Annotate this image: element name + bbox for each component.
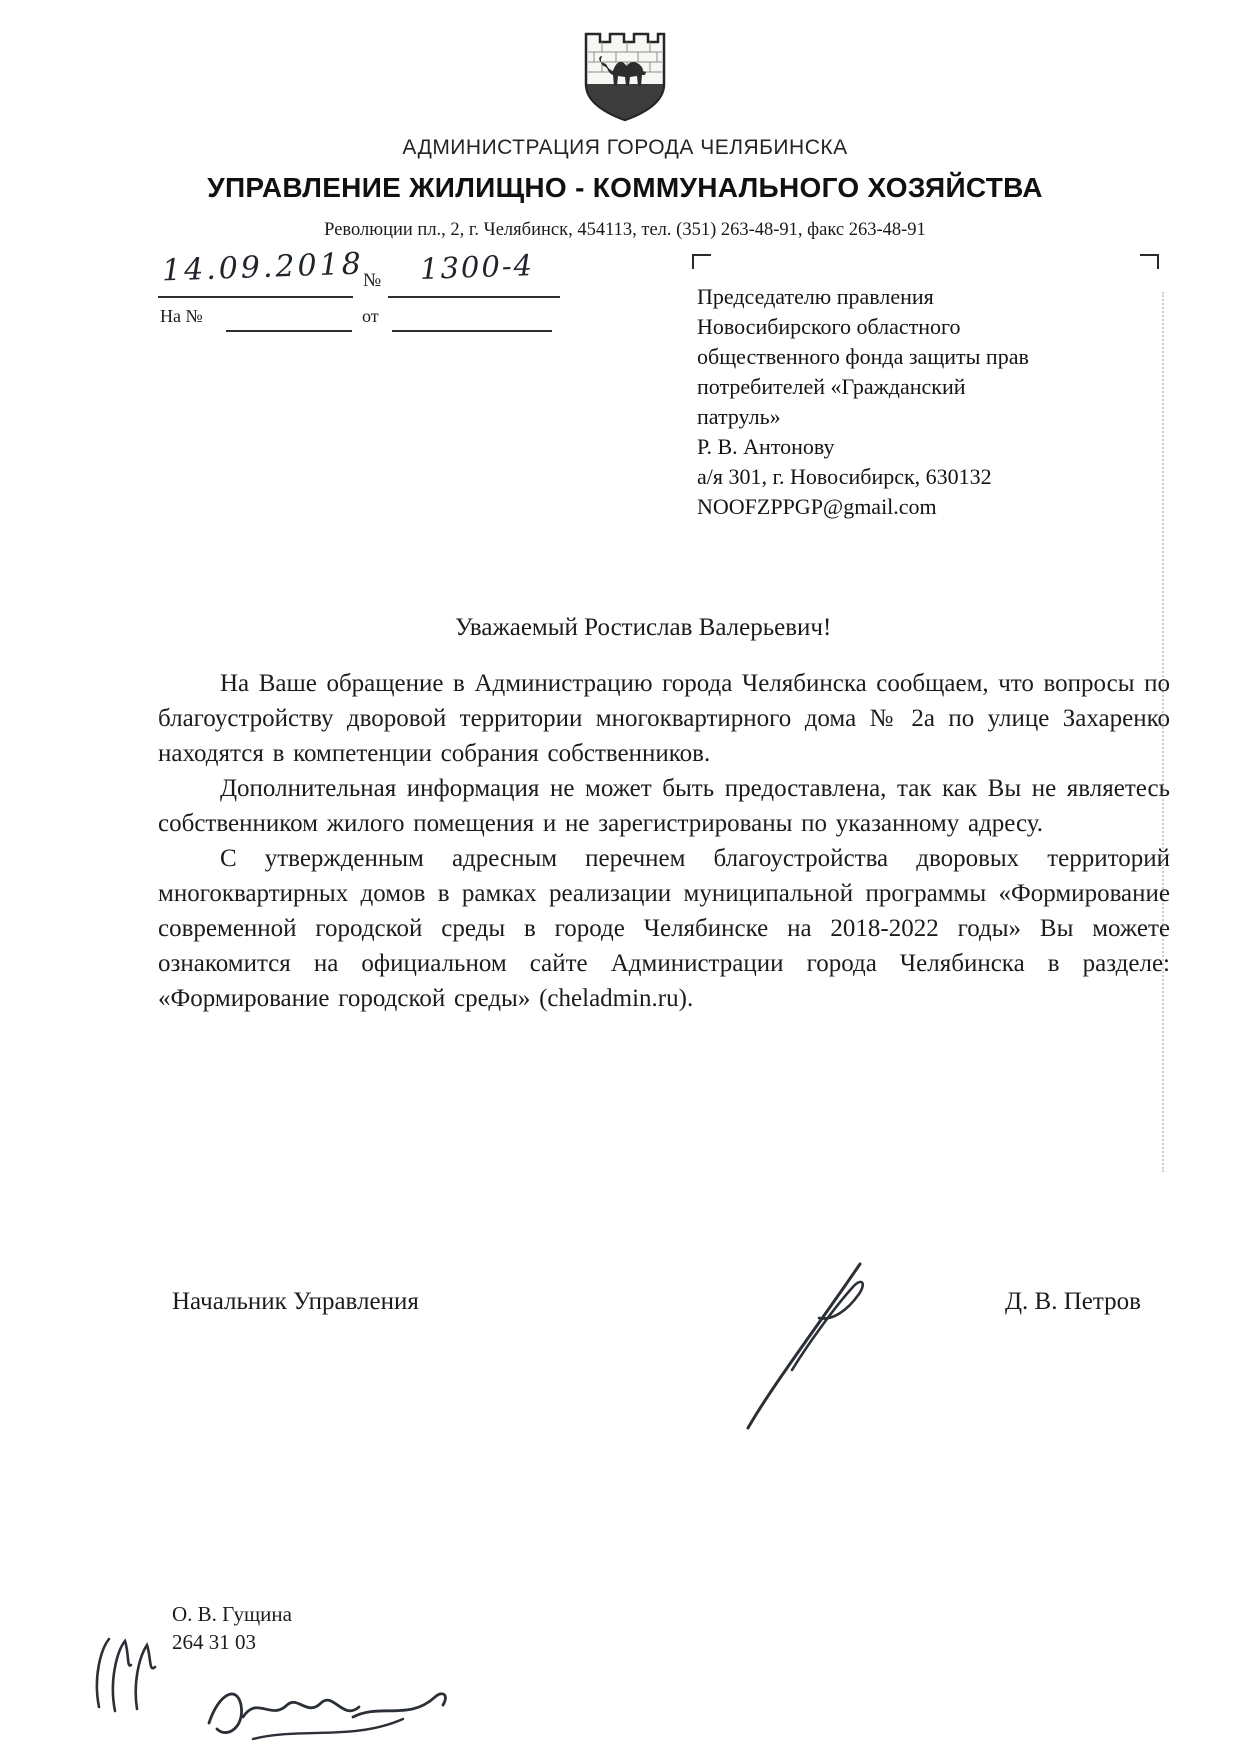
department-name: УПРАВЛЕНИЕ ЖИЛИЩНО - КОММУНАЛЬНОГО ХОЗЯЙСТВА — [207, 172, 1043, 203]
organization-name: АДМИНИСТРАЦИЯ ГОРОДА ЧЕЛЯБИНСКА — [402, 136, 848, 159]
corner-mark-right-icon — [1140, 254, 1159, 269]
addressee-line: Р. В. Антонову — [697, 434, 835, 459]
addressee-block — [697, 282, 1097, 522]
signer-name: Д. В. Петров — [1005, 1288, 1141, 1315]
executor-phone: 264 31 03 — [172, 1630, 256, 1654]
signer-position: Начальник Управления — [172, 1288, 419, 1315]
pen-signature-scribble — [700, 1248, 920, 1438]
reply-to-label: На № — [160, 306, 203, 326]
reply-date-underline — [392, 330, 552, 332]
letter-body — [158, 666, 1170, 1016]
addressee-line: патруль» — [697, 404, 781, 429]
addressee-line: а/я 301, г. Новосибирск, 630132 — [697, 464, 992, 489]
addressee-line: общественного фонда защиты прав — [697, 344, 1029, 369]
corner-mark-left-icon — [692, 254, 711, 269]
body-paragraph: На Ваше обращение в Администрацию города Челябинска сообщаем, что вопросы по благоустройству дворовой территории многоквартирного дома № 2а по улице Захаренко находятся в компетенции собрания собственников. — [158, 670, 1170, 767]
addressee-line: Председателю правления — [697, 284, 934, 309]
handwritten-outgoing-number: 1300-4 — [419, 248, 535, 286]
handwritten-signature-bottom — [195, 1665, 465, 1760]
number-underline — [388, 296, 560, 298]
executor-name: О. В. Гущина — [172, 1602, 292, 1626]
handwritten-date: 14.09.2018 — [161, 246, 365, 289]
handwritten-mark-left — [85, 1625, 180, 1725]
reply-from-label: от — [362, 306, 379, 326]
number-sign-label: № — [363, 270, 382, 291]
chelyabinsk-coat-of-arms-camel-icon — [580, 28, 670, 126]
contact-line: Революции пл., 2, г. Челябинск, 454113, тел. (351) 263-48-91, факс 263-48-91 — [324, 220, 926, 240]
reply-number-underline — [226, 330, 352, 332]
addressee-email: NOOFZPPGP@gmail.com — [697, 494, 937, 519]
addressee-line: потребителей «Гражданский — [697, 374, 966, 399]
body-paragraph: Дополнительная информация не может быть предоставлена, так как Вы не являетесь собственником жилого помещения и не зарегистрированы по указанному адресу. — [158, 775, 1170, 837]
date-underline — [158, 296, 353, 298]
addressee-line: Новосибирского областного — [697, 314, 961, 339]
salutation: Уважаемый Ростислав Валерьевич! — [455, 614, 832, 641]
body-paragraph: С утвержденным адресным перечнем благоустройства дворовых территорий многоквартирных домов в рамках реализации муниципальной программы «Формирование современной городской среды в городе Челябинске на 2018-2022 годы» Вы можете ознакомится на официальном сайте Администрации города Челябинска в разделе: «Формирование городской среды» (cheladmin.ru). — [158, 845, 1170, 1012]
